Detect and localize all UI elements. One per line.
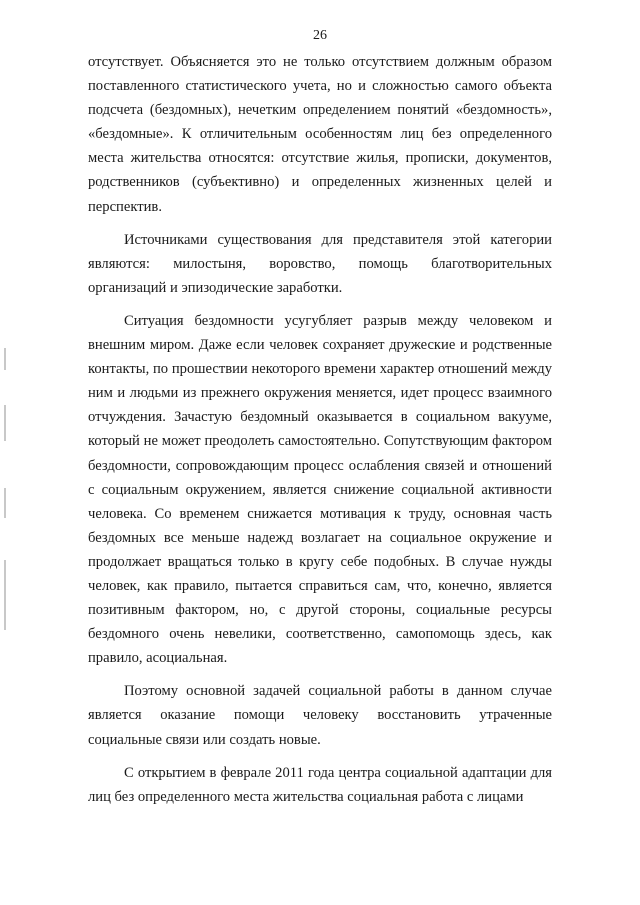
paragraph-1: отсутствует. Объясняется это не только отсутствием должным образом поставленного статистического учета, но и сложностью самого объекта подсчета (бездомных), нечетким определением понятий «бездомность», «бездомные». К отличительным особенностям лиц без определенного места жительства относятся: отсутствие жилья, прописки, документов, родственников (субъективно) и определенных жизненных целей и перспектив. — [88, 54, 552, 215]
scan-artifact — [4, 488, 6, 518]
scan-artifact — [4, 405, 6, 441]
paragraph-3: Ситуация бездомности усугубляет разрыв между человеком и внешним миром. Даже если человек сохраняет дружеские и родственные контакты, по прошествии некоторого времени характер отношений между ним и людьми из прежнего окружения меняется, идет процесс взаимного отчуждения. Зачастую бездомный оказывается в социальном вакууме, который не может преодолеть самостоятельно. Сопутствующим фактором бездомности, сопровождающим процесс ослабления связей и отношений с социальным окружением, является снижение социальной активности человека. Со временем снижается мотивация к труду, основная часть бездомных все меньше надежд возлагает на социальное окружение и продолжает вращаться только в кругу себе подобных. В случае нужды человек, как правило, пытается справиться сам, что, конечно, является позитивным фактором, но, с другой стороны, социальные ресурсы бездомного очень невелики, соответственно, самопомощь здесь, как правило, асоциальная. — [88, 312, 552, 667]
body-text — [88, 50, 552, 809]
paragraph-4: Поэтому основной задачей социальной работы в данном случае является оказание помощи человеку восстановить утраченные социальные связи или создать новые. — [88, 683, 552, 748]
paragraph-5: С открытием в феврале 2011 года центра социальной адаптации для лиц без определенного места жительства социальная работа с лицами — [88, 764, 552, 805]
scan-artifact — [4, 348, 6, 370]
page-number: 26 — [313, 28, 327, 43]
paragraph-2: Источниками существования для представителя этой категории являются: милостыня, воровство, помощь благотворительных организаций и эпизодические заработки. — [88, 231, 552, 296]
scan-artifact — [4, 560, 6, 630]
